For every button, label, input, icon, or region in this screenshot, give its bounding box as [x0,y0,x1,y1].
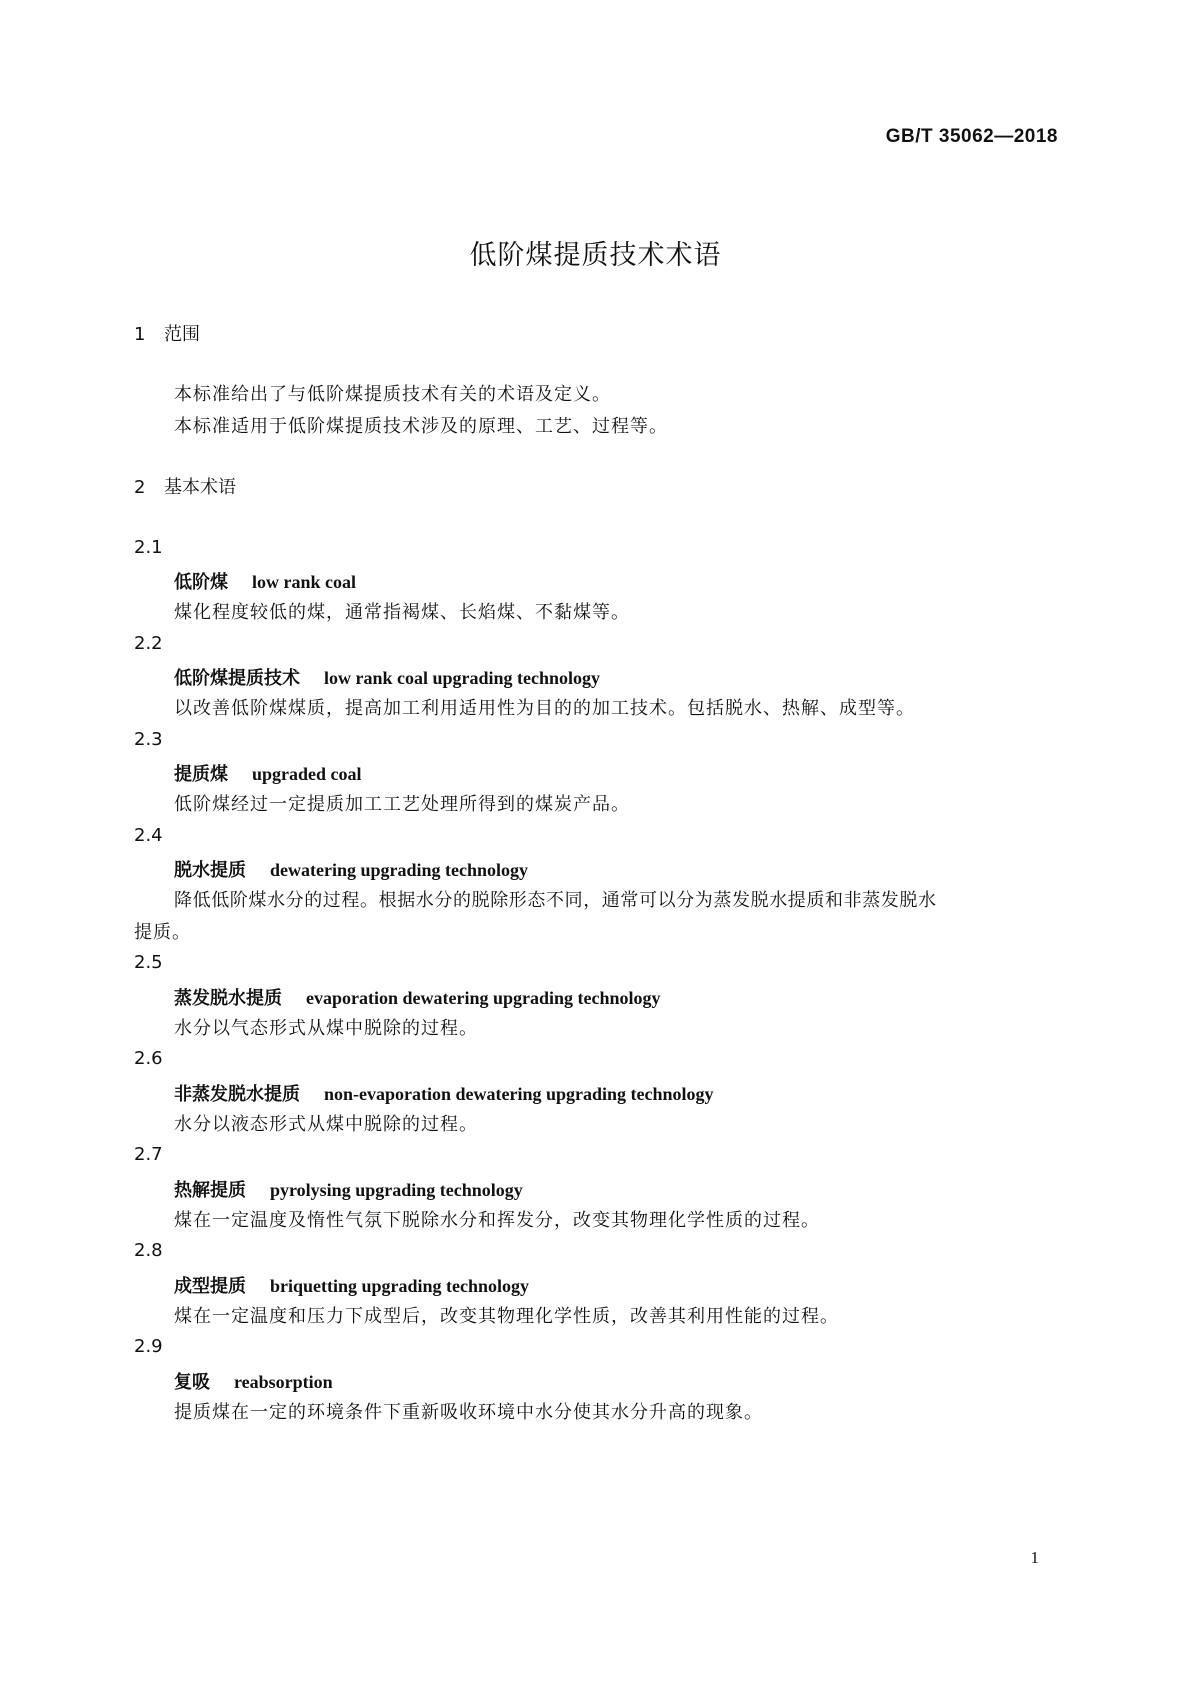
term-definition: 以改善低阶煤煤质，提高加工利用适用性为目的的加工技术。包括脱水、热解、成型等。 [174,698,915,719]
term-entry [174,664,600,690]
term-en: non-evaporation dewatering upgrading technology [324,1084,714,1104]
term-en: low rank coal [252,572,357,592]
term-en: evaporation dewatering upgrading technology [306,988,661,1008]
section-number: 1 [134,324,146,345]
term-en: briquetting upgrading technology [270,1276,530,1296]
entry-number: 2.4 [134,825,163,846]
term-definition: 降低低阶煤水分的过程。根据水分的脱除形态不同，通常可以分为蒸发脱水提质和非蒸发脱水 [174,890,937,911]
term-entry [174,984,661,1010]
term-zh: 脱水提质 [174,860,246,881]
term-definition: 煤在一定温度及惰性气氛下脱除水分和挥发分，改变其物理化学性质的过程。 [174,1210,820,1231]
term-zh: 复吸 [174,1372,210,1393]
term-en: low rank coal upgrading technology [324,668,601,688]
term-entry [174,1272,529,1298]
section-number: 2 [134,477,146,498]
term-definition: 提质煤在一定的环境条件下重新吸收环境中水分使其水分升高的现象。 [174,1402,763,1423]
term-entry [174,1176,523,1202]
page-number: 1 [1030,1548,1039,1567]
section-title: 基本术语 [164,477,236,498]
section-heading-scope [134,320,200,346]
section-title: 范围 [164,324,200,345]
entry-number: 2.9 [134,1336,163,1357]
term-definition: 低阶煤经过一定提质加工工艺处理所得到的煤炭产品。 [174,794,630,815]
entry-number: 2.1 [134,537,163,558]
entry-number: 2.2 [134,633,163,654]
term-definition: 煤化程度较低的煤，通常指褐煤、长焰煤、不黏煤等。 [174,602,630,623]
term-definition: 水分以液态形式从煤中脱除的过程。 [174,1114,478,1135]
entry-number: 2.8 [134,1240,163,1261]
term-zh: 低阶煤提质技术 [174,668,300,689]
term-definition: 煤在一定温度和压力下成型后，改变其物理化学性质，改善其利用性能的过程。 [174,1306,839,1327]
term-definition: 水分以气态形式从煤中脱除的过程。 [174,1018,478,1039]
term-en: pyrolysing upgrading technology [270,1180,523,1200]
section-heading-basic-terms [134,473,236,499]
term-zh: 提质煤 [174,764,228,785]
term-entry [174,568,356,594]
term-zh: 非蒸发脱水提质 [174,1084,300,1105]
term-entry [174,760,362,786]
scope-paragraph: 本标准给出了与低阶煤提质技术有关的术语及定义。 [174,384,611,405]
term-zh: 低阶煤 [174,572,228,593]
term-entry [174,856,528,882]
entry-number: 2.3 [134,729,163,750]
term-definition-continued: 提质。 [134,922,191,943]
standard-code: GB/T 35062—2018 [885,126,1058,147]
entry-number: 2.7 [134,1144,163,1165]
entry-number: 2.6 [134,1048,163,1069]
term-zh: 热解提质 [174,1180,246,1201]
entry-number: 2.5 [134,952,163,973]
term-en: dewatering upgrading technology [270,860,529,880]
scope-paragraph: 本标准适用于低阶煤提质技术涉及的原理、工艺、过程等。 [174,416,668,437]
term-entry [174,1368,333,1394]
term-zh: 成型提质 [174,1276,246,1297]
term-en: upgraded coal [252,764,362,784]
term-en: reabsorption [234,1372,333,1392]
term-entry [174,1080,714,1106]
term-zh: 蒸发脱水提质 [174,988,282,1009]
document-title: 低阶煤提质技术术语 [469,240,722,271]
